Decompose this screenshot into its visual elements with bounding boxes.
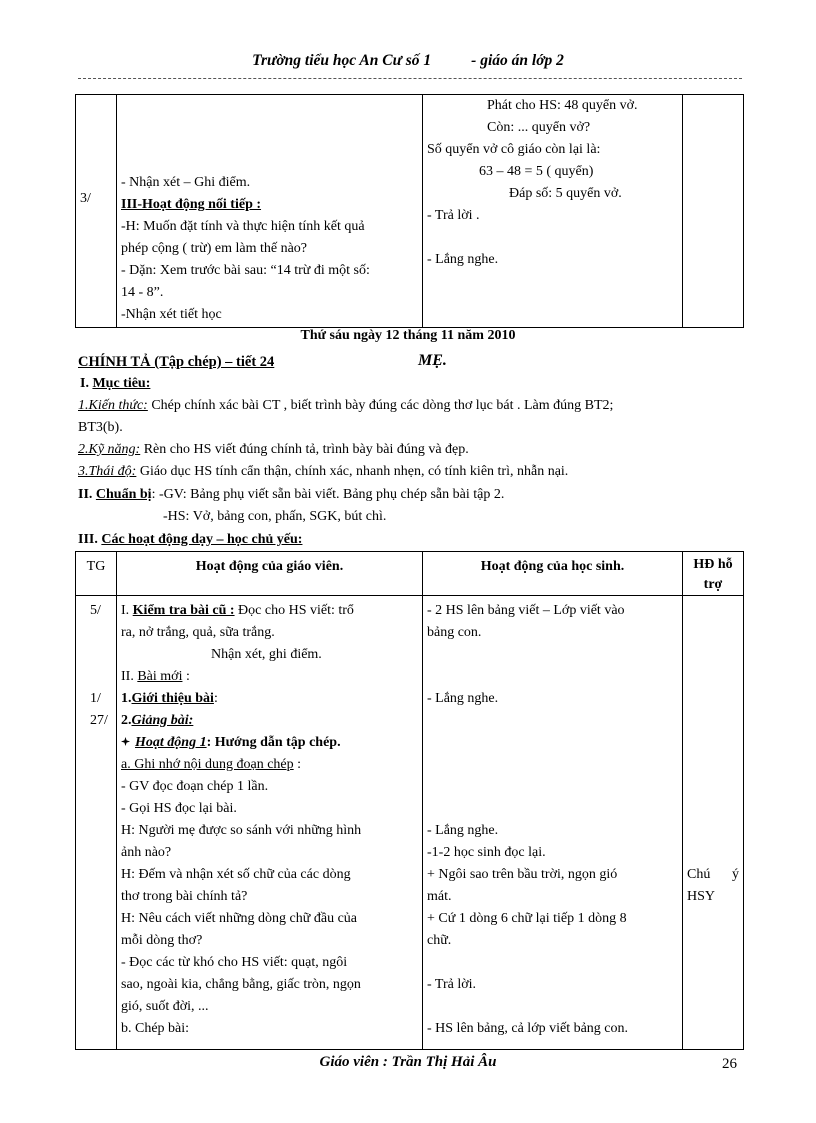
student-line: bảng con. <box>427 625 482 640</box>
activities-heading <box>78 532 302 548</box>
student-line: - HS lên bảng, cả lớp viết bảng con. <box>427 1021 629 1036</box>
teacher-line: mỗi dòng thơ? <box>121 933 203 948</box>
teacher-line: ảnh nào? <box>121 845 172 860</box>
time-intro: 1/ <box>90 691 101 706</box>
t2-student-cell <box>423 596 683 1050</box>
objectives-num: I. <box>80 376 93 391</box>
teacher-line: - Gọi HS đọc lại bài. <box>121 801 237 816</box>
t1-student-line: Đáp số: 5 quyển vở. <box>509 186 622 201</box>
skill-label: 2.Kỹ năng: <box>78 442 141 457</box>
teacher-line: H: Nêu cách viết những dòng chữ đầu của <box>121 911 357 926</box>
diamond-bullet-icon <box>121 737 130 746</box>
teacher-line: b. Chép bài: <box>121 1021 190 1036</box>
student-line: - Lắng nghe. <box>427 691 499 706</box>
t1-teacher-line: phép cộng ( trừ) em làm thế nào? <box>121 241 308 256</box>
t1-support-cell <box>683 95 744 328</box>
teacher-line: - Đọc các từ khó cho HS viết: quạt, ngôi <box>121 955 348 970</box>
teach-line <box>121 710 418 732</box>
activity-1-label: Hoạt động 1 <box>135 735 207 750</box>
header-plan: - giáo án lớp 2 <box>471 52 564 69</box>
support-line: Chú ý <box>687 867 739 882</box>
t1-teacher-line: - Dặn: Xem trước bài sau: “14 trừ đi một số: <box>121 263 370 278</box>
teacher-line: sao, ngoài kia, chẳng bằng, giấc tròn, ngọn <box>121 977 361 992</box>
t1-time: 3/ <box>80 191 91 206</box>
time-main: 27/ <box>90 713 108 728</box>
time-old: 5/ <box>90 603 101 618</box>
footer-teacher: Giáo viên : Trần Thị Hải Âu <box>319 1054 497 1070</box>
objectives-label: Mục tiêu: <box>92 376 151 391</box>
old-lesson <box>121 600 418 622</box>
teacher-line: H: Đếm và nhận xét số chữ của các dòng <box>121 867 351 882</box>
page-number: 26 <box>722 1056 737 1072</box>
new-lesson-label: Bài mới <box>137 669 183 684</box>
t2-teacher-cell <box>117 596 423 1050</box>
prep-label: Chuẩn bị <box>95 487 152 502</box>
teacher-line: H: Người mẹ được so sánh với những hình <box>121 823 362 838</box>
t1-student-line: Còn: ... quyển vở? <box>487 120 591 135</box>
objective-knowledge-cont: BT3(b). <box>78 420 123 435</box>
prep-gv-text: : -GV: Bảng phụ viết sẵn bài viết. Bảng phụ chép sẵn bài tập 2. <box>151 487 505 502</box>
support-line: HSY <box>687 889 716 904</box>
old-lesson-label: Kiểm tra bài cũ : <box>132 603 235 618</box>
t2-time-cell <box>76 596 117 1050</box>
teach-num: 2. <box>121 713 132 728</box>
student-line: - Lắng nghe. <box>427 823 499 838</box>
skill-text: Rèn cho HS viết đúng chính tả, trình bày bài đúng và đẹp. <box>140 442 469 457</box>
part-a-label: a. Ghi nhớ nội dung đoạn chép <box>121 757 294 772</box>
intro-colon: : <box>213 691 218 706</box>
new-lesson-num: II. <box>121 669 138 684</box>
t1-student-line: - Trả lời . <box>427 208 480 223</box>
activity-1 <box>121 732 418 754</box>
objective-attitude <box>78 464 568 480</box>
col-header-teacher: Hoạt động của giáo viên. <box>117 552 423 596</box>
activities-label: Các hoạt động dạy – học chủ yếu: <box>101 532 303 547</box>
prep-num: II. <box>78 487 96 502</box>
activity-1-text: : Hướng dẫn tập chép. <box>206 735 341 750</box>
student-line: -1-2 học sinh đọc lại. <box>427 845 546 860</box>
t1-teacher-line: -H: Muốn đặt tính và thực hiện tính kết quả <box>121 219 365 234</box>
student-line: mát. <box>427 889 452 904</box>
objective-skill <box>78 442 469 458</box>
col-header-student: Hoạt động của học sinh. <box>423 552 683 596</box>
intro-line <box>121 688 418 710</box>
t1-time-cell <box>76 95 117 328</box>
t1-section-heading: III-Hoạt động nối tiếp : <box>121 197 262 212</box>
knowledge-text: Chép chính xác bài CT , biết trình bày đúng các dòng thơ lục bát . Làm đúng BT2; <box>147 398 614 413</box>
header-divider <box>78 78 742 79</box>
attitude-text: Giáo dục HS tính cẩn thận, chính xác, nhanh nhẹn, có tính kiên trì, nhẫn nại. <box>136 464 569 479</box>
new-lesson-colon: : <box>182 669 190 684</box>
intro-num: 1. <box>121 691 132 706</box>
continuation-table <box>75 94 744 328</box>
t1-student-line: 63 – 48 = 5 ( quyển) <box>479 164 594 179</box>
teacher-line: ra, nở trắng, quả, sữa trắng. <box>121 625 275 640</box>
new-lesson <box>121 666 418 688</box>
teach-label: Giảng bài: <box>131 713 194 728</box>
t1-teacher-line: - Nhận xét – Ghi điểm. <box>121 175 251 190</box>
t1-teacher-line: 14 - 8”. <box>121 285 164 300</box>
part-a-colon: : <box>293 757 302 772</box>
page-header <box>0 52 816 70</box>
header-school: Trường tiểu học An Cư số 1 <box>252 52 432 69</box>
t1-teacher-cell <box>117 95 423 328</box>
prep-gv <box>78 487 504 503</box>
col-header-support: HĐ hỗ trợ <box>683 552 744 596</box>
activities-num: III. <box>78 532 102 547</box>
objective-knowledge <box>78 398 613 414</box>
knowledge-label: 1.Kiến thức: <box>78 398 148 413</box>
activities-table <box>75 551 744 1050</box>
lesson-title: MẸ. <box>418 352 447 369</box>
teacher-line: gió, suốt đời, ... <box>121 999 209 1014</box>
teacher-line: Nhận xét, ghi điểm. <box>211 647 322 662</box>
t1-student-cell <box>423 95 683 328</box>
student-line: chữ. <box>427 933 452 948</box>
intro-label: Giới thiệu bài <box>131 691 214 706</box>
attitude-label: 3.Thái độ: <box>78 464 137 479</box>
student-line: - Trả lời. <box>427 977 477 992</box>
t1-student-line: - Lắng nghe. <box>427 252 499 267</box>
col-header-time: TG <box>76 552 117 596</box>
date-line: Thứ sáu ngày 12 tháng 11 năm 2010 <box>300 328 516 343</box>
old-lesson-text: Đọc cho HS viết: trổ <box>234 603 354 618</box>
t2-support-cell <box>683 596 744 1050</box>
prep-hs: -HS: Vở, bảng con, phấn, SGK, bút chì. <box>163 509 387 524</box>
lesson-subject-text: CHÍNH TẢ (Tập chép) – tiết 24 <box>78 354 275 370</box>
student-line: + Cứ 1 dòng 6 chữ lại tiếp 1 dòng 8 <box>427 911 627 926</box>
student-line: - 2 HS lên bảng viết – Lớp viết vào <box>427 603 625 618</box>
objectives-heading <box>80 376 150 392</box>
t1-student-line: Số quyển vở cô giáo còn lại là: <box>427 142 601 157</box>
teacher-line: - GV đọc đoạn chép 1 lần. <box>121 779 269 794</box>
old-lesson-num: I. <box>121 603 133 618</box>
t1-teacher-line: -Nhận xét tiết học <box>121 307 222 322</box>
student-line: + Ngôi sao trên bầu trời, ngọn gió <box>427 867 618 882</box>
lesson-subject <box>78 354 274 371</box>
t1-student-line: Phát cho HS: 48 quyển vở. <box>487 98 638 113</box>
part-a <box>121 754 418 776</box>
teacher-line: thơ trong bài chính tả? <box>121 889 248 904</box>
